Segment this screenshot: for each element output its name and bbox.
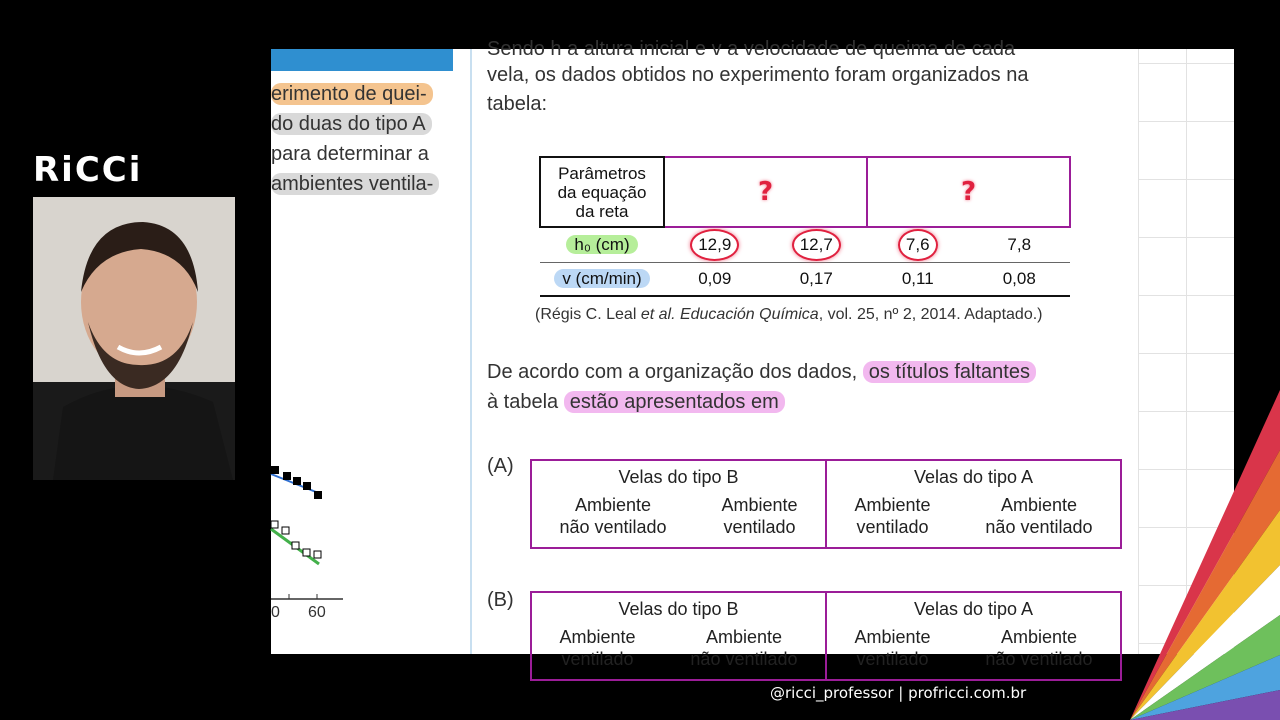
webcam-feed bbox=[33, 197, 235, 480]
option-title: Velas do tipo A bbox=[913, 599, 1034, 619]
option-subtitle: Ambiente ventilado bbox=[854, 627, 931, 669]
circled-value: 12,7 bbox=[792, 229, 841, 261]
section-header-bar bbox=[271, 49, 453, 71]
row-label: v (cm/min) bbox=[554, 269, 649, 288]
option-label-a[interactable]: (A) bbox=[487, 455, 514, 477]
option-subtitle: Ambiente não ventilado bbox=[559, 495, 667, 537]
data-point bbox=[303, 549, 310, 556]
circled-value: 12,9 bbox=[690, 229, 739, 261]
data-point bbox=[303, 482, 311, 490]
left-text-line: ambientes ventila- bbox=[271, 173, 439, 195]
data-point bbox=[293, 477, 301, 485]
circled-value: 7,6 bbox=[898, 229, 938, 261]
option-b-box[interactable] bbox=[530, 591, 1122, 681]
question-line: à tabela estão apresentados em bbox=[487, 388, 785, 417]
option-subtitle: Ambiente ventilado bbox=[854, 495, 931, 537]
option-subtitle: Ambiente não ventilado bbox=[690, 627, 798, 669]
table-cell: 0,08 bbox=[969, 263, 1071, 297]
option-a-box[interactable] bbox=[530, 459, 1122, 549]
table-cell: 0,11 bbox=[867, 263, 969, 297]
missing-title-cell bbox=[867, 157, 1070, 227]
data-table bbox=[539, 156, 1071, 297]
intro-line: vela, os dados obtidos no experimento foram organizados na bbox=[487, 64, 1029, 86]
table-cell: 0,09 bbox=[664, 263, 766, 297]
data-point bbox=[314, 491, 322, 499]
option-label-b[interactable]: (B) bbox=[487, 589, 514, 611]
missing-title-cell bbox=[664, 157, 867, 227]
option-title: Velas do tipo B bbox=[618, 599, 739, 619]
rainbow-decoration bbox=[1130, 380, 1280, 720]
axis-tick-label: 0 bbox=[271, 604, 280, 621]
citation: (Régis C. Leal et al. Educación Química, vol. 25, nº 2, 2014. Adaptado.) bbox=[535, 306, 1043, 323]
option-subtitle: Ambiente não ventilado bbox=[985, 627, 1093, 669]
axis-tick-label: 60 bbox=[308, 604, 326, 621]
question-mark-annotation: ? bbox=[757, 177, 774, 207]
question-mark-annotation: ? bbox=[960, 177, 977, 207]
left-column bbox=[271, 49, 471, 654]
left-text-line: para determinar a bbox=[271, 143, 429, 165]
data-point bbox=[283, 472, 291, 480]
document-page bbox=[271, 38, 1234, 669]
row-label: h₀ (cm) bbox=[566, 235, 637, 254]
data-point bbox=[292, 542, 299, 549]
data-point bbox=[314, 551, 321, 558]
partial-graph bbox=[271, 449, 471, 629]
left-text-line: erimento de quei- bbox=[271, 83, 433, 105]
table-row bbox=[540, 227, 1070, 263]
question-line: De acordo com a organização dos dados, os títulos faltantes bbox=[487, 358, 1036, 387]
option-subtitle: Ambiente ventilado bbox=[721, 495, 798, 537]
table-cell: 7,8 bbox=[1007, 235, 1032, 254]
brand-logo: RiCCi bbox=[33, 150, 143, 190]
column-divider bbox=[470, 49, 472, 654]
table-cell: 0,17 bbox=[766, 263, 868, 297]
presenter-image bbox=[33, 197, 235, 480]
data-point bbox=[282, 527, 289, 534]
left-text-line: do duas do tipo A bbox=[271, 113, 432, 135]
table-row bbox=[540, 263, 1070, 297]
param-header-cell: Parâmetros da equação da reta bbox=[540, 157, 664, 227]
option-title: Velas do tipo B bbox=[618, 467, 739, 487]
data-point bbox=[271, 466, 279, 474]
footer-credits: @ricci_professor | profricci.com.br bbox=[770, 684, 1027, 702]
intro-line: tabela: bbox=[487, 93, 548, 115]
intro-line: Sendo h a altura inicial e v a velocidade de queima de cada bbox=[487, 38, 1016, 60]
option-subtitle: Ambiente ventilado bbox=[559, 627, 636, 669]
data-point bbox=[271, 521, 278, 528]
option-subtitle: Ambiente não ventilado bbox=[985, 495, 1093, 537]
option-title: Velas do tipo A bbox=[913, 467, 1034, 487]
